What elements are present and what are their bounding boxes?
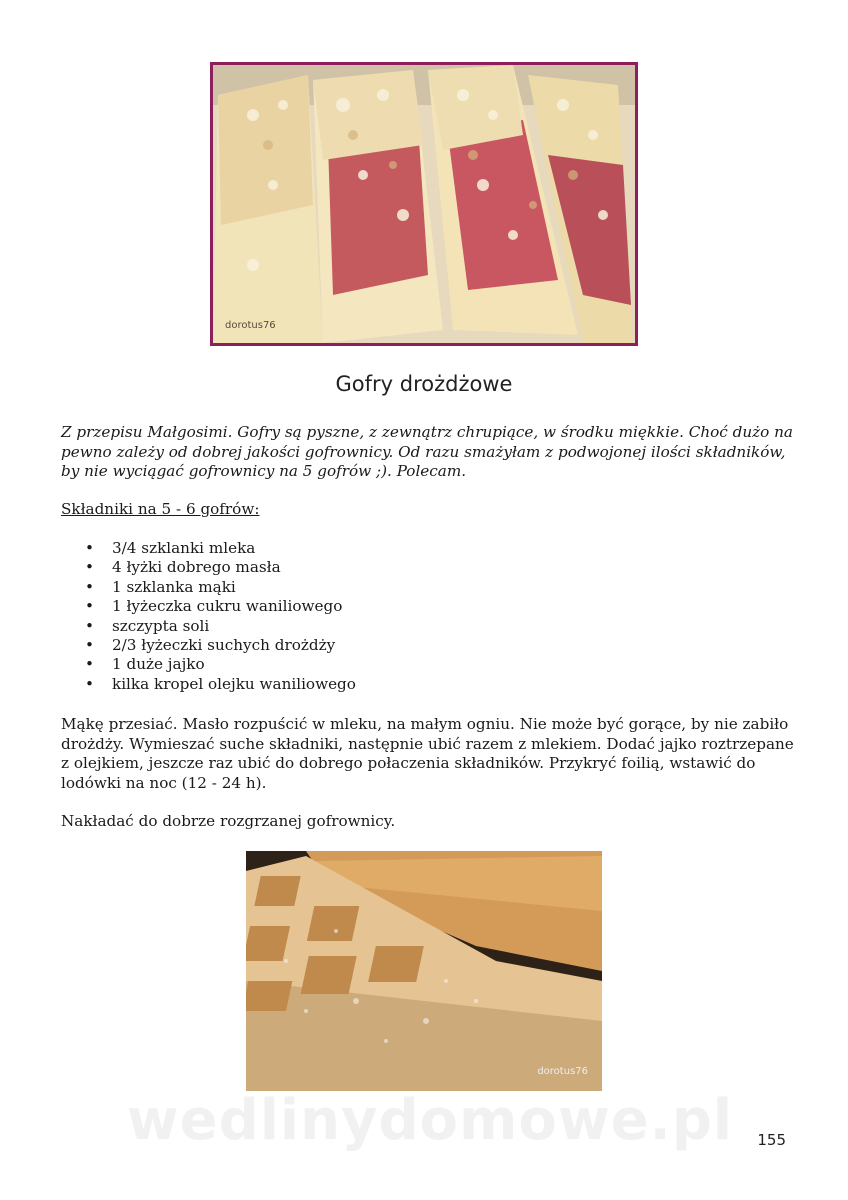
ingredient-item: • szczypta soli xyxy=(61,617,356,636)
recipe-method: Mąkę przesiać. Masło rozpuścić w mleku, na małym ogniu. Nie może być gorące, by nie zabiło drożdży. Wymieszać suche składniki, następnie ubić razem z mlekiem. Dodać jajko roztrzepane z olejkiem, jeszcze raz ubić do dobrego połaczenia składników. Przykryć foilią, wstawić do lodówki na noc (12 - 24 h). xyxy=(61,715,794,792)
ingredients-list xyxy=(61,539,356,694)
ingredient-item: • 2/3 łyżeczki suchych drożdży xyxy=(61,636,356,655)
ingredient-item: • 3/4 szklanki mleka xyxy=(61,539,356,558)
crumble-cake-illustration xyxy=(213,65,635,343)
recipe-title: Gofry drożdżowe xyxy=(335,372,513,396)
page-number: 155 xyxy=(757,1131,786,1149)
ingredient-item: • 1 duże jajko xyxy=(61,655,356,674)
ingredients-heading: Składniki na 5 - 6 gofrów: xyxy=(61,500,260,518)
waffle-illustration xyxy=(246,851,602,1091)
ingredient-item: • 1 szklanka mąki xyxy=(61,578,356,597)
ingredient-item: • kilka kropel olejku waniliowego xyxy=(61,675,356,694)
ingredient-item: • 4 łyżki dobrego masła xyxy=(61,558,356,577)
waffle-photo xyxy=(246,851,602,1091)
photo-signature: dorotus76 xyxy=(537,1066,588,1077)
photo-signature: dorotus76 xyxy=(225,320,276,331)
ingredient-item: • 1 łyżeczka cukru waniliowego xyxy=(61,597,356,616)
recipe-final-step: Nakładać do dobrze rozgrzanej gofrownicy. xyxy=(61,812,396,830)
watermark: wedlinydomowe.pl xyxy=(126,1088,734,1153)
crumble-cake-photo xyxy=(210,62,638,346)
recipe-intro: Z przepisu Małgosimi. Gofry są pyszne, z zewnątrz chrupiące, w środku miękkie. Choć dużo na pewno zależy od dobrej jakości gofrownicy. Od razu smażyłam z podwojonej ilości składników, by nie wyciągać gofrownicy na 5 gofrów ;). Polecam. xyxy=(61,423,793,480)
